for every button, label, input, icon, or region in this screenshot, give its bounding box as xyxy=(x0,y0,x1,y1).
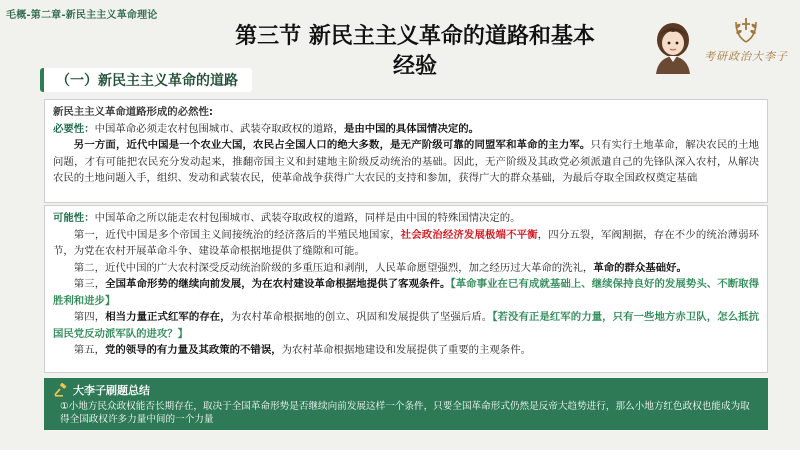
page-title xyxy=(205,22,625,82)
summary-box xyxy=(44,378,768,430)
summary-header xyxy=(54,382,758,398)
section-heading: （一）新民主主义革命的道路 xyxy=(40,68,252,92)
peasant-paragraph: 另一方面，近代中国是一个农业大国，农民占全国人口的绝大多数，是无产阶级可靠的同盟军和革命的主力军。只有实行土地革命，解决农民的土地问题，才有可能把农民充分发动起来，推翻帝国主义和封建地主阶级反动统治的基础。因此，无产阶级及其政党必须派遣自己的先锋队深入农村，从解决农民的土地问题入手，组织、发动和武装农民，使革命战争获得广大农民的支持和参加，获得广大的群众基础，为最后夺取全国政权奠定基础 xyxy=(53,139,760,184)
possibility-point-5: 第五，党的领导的有力量及其政策的不错误，为农村革命根据地建设和发展提供了重要的主观条件。 xyxy=(73,344,531,356)
possibility-point-3: 第三，全国革命形势的继续向前发展，为在农村建设革命根据地提供了客观条件。【革命事业在已有成就基础上、继续保持良好的发展势头、不断取得胜利和进步】 xyxy=(53,278,760,307)
page-title-line1: 第三节 新民主主义革命的道路和基本 xyxy=(235,24,595,49)
possibility-point-2: 第二，近代中国的广大农村深受反动统治阶级的多重压迫和剥削，人民革命愿望强烈，加之经历过大革命的洗礼，革命的群众基础好。 xyxy=(73,261,687,274)
possibility-panel xyxy=(44,205,768,373)
possibility-paragraph: 可能性：中国革命之所以能走农村包围城市、武装夺取政权的道路，同样是由中国的特殊国情决定的。 xyxy=(53,212,521,224)
summary-text: ①小地方民众政权能否长期存在，取决于全国革命形势是否继续向前发展这样一个条件，只要全国革命形式仍然是反帝大趋势进行，那么小地方红色政权也能成为取得全国政权许多力量中间的一个力量 xyxy=(60,401,750,425)
possibility-point-4: 第四，相当力量正式红军的存在，为农村革命根据地的创立、巩固和发展提供了坚强后盾。【若没有正是红军的力量，只有一些地方赤卫队，怎么抵抗国民党反动派军队的进攻？】 xyxy=(53,311,760,340)
necessity-title: 新民主主义革命道路形成的必然性: xyxy=(53,106,214,118)
necessity-panel xyxy=(44,99,768,203)
breadcrumb: 毛概-第二章-新民主主义革命理论 xyxy=(6,10,158,21)
possibility-point-1: 第一，近代中国是多个帝国主义间接统治的经济落后的半殖民地国家，社会政治经济发展极端不平衡，四分五裂，军阀割据，存在不少的统治薄弱环节，为党在农村开展革命斗争、建设革命根据地提供了缝隙和可能。 xyxy=(53,228,760,257)
summary-title: 大李子刷题总结 xyxy=(73,384,150,397)
page-title-line2: 经验 xyxy=(392,54,437,79)
brand-name: 考研政治大李子 xyxy=(704,50,788,63)
brand-logo xyxy=(698,12,794,72)
laurel-icon xyxy=(726,12,766,46)
avatar xyxy=(650,18,696,74)
gavel-icon xyxy=(54,383,68,397)
necessity-paragraph: 必要性：中国革命必须走农村包围城市、武装夺取政权的道路，是由中国的具体国情决定的。 xyxy=(53,122,480,135)
